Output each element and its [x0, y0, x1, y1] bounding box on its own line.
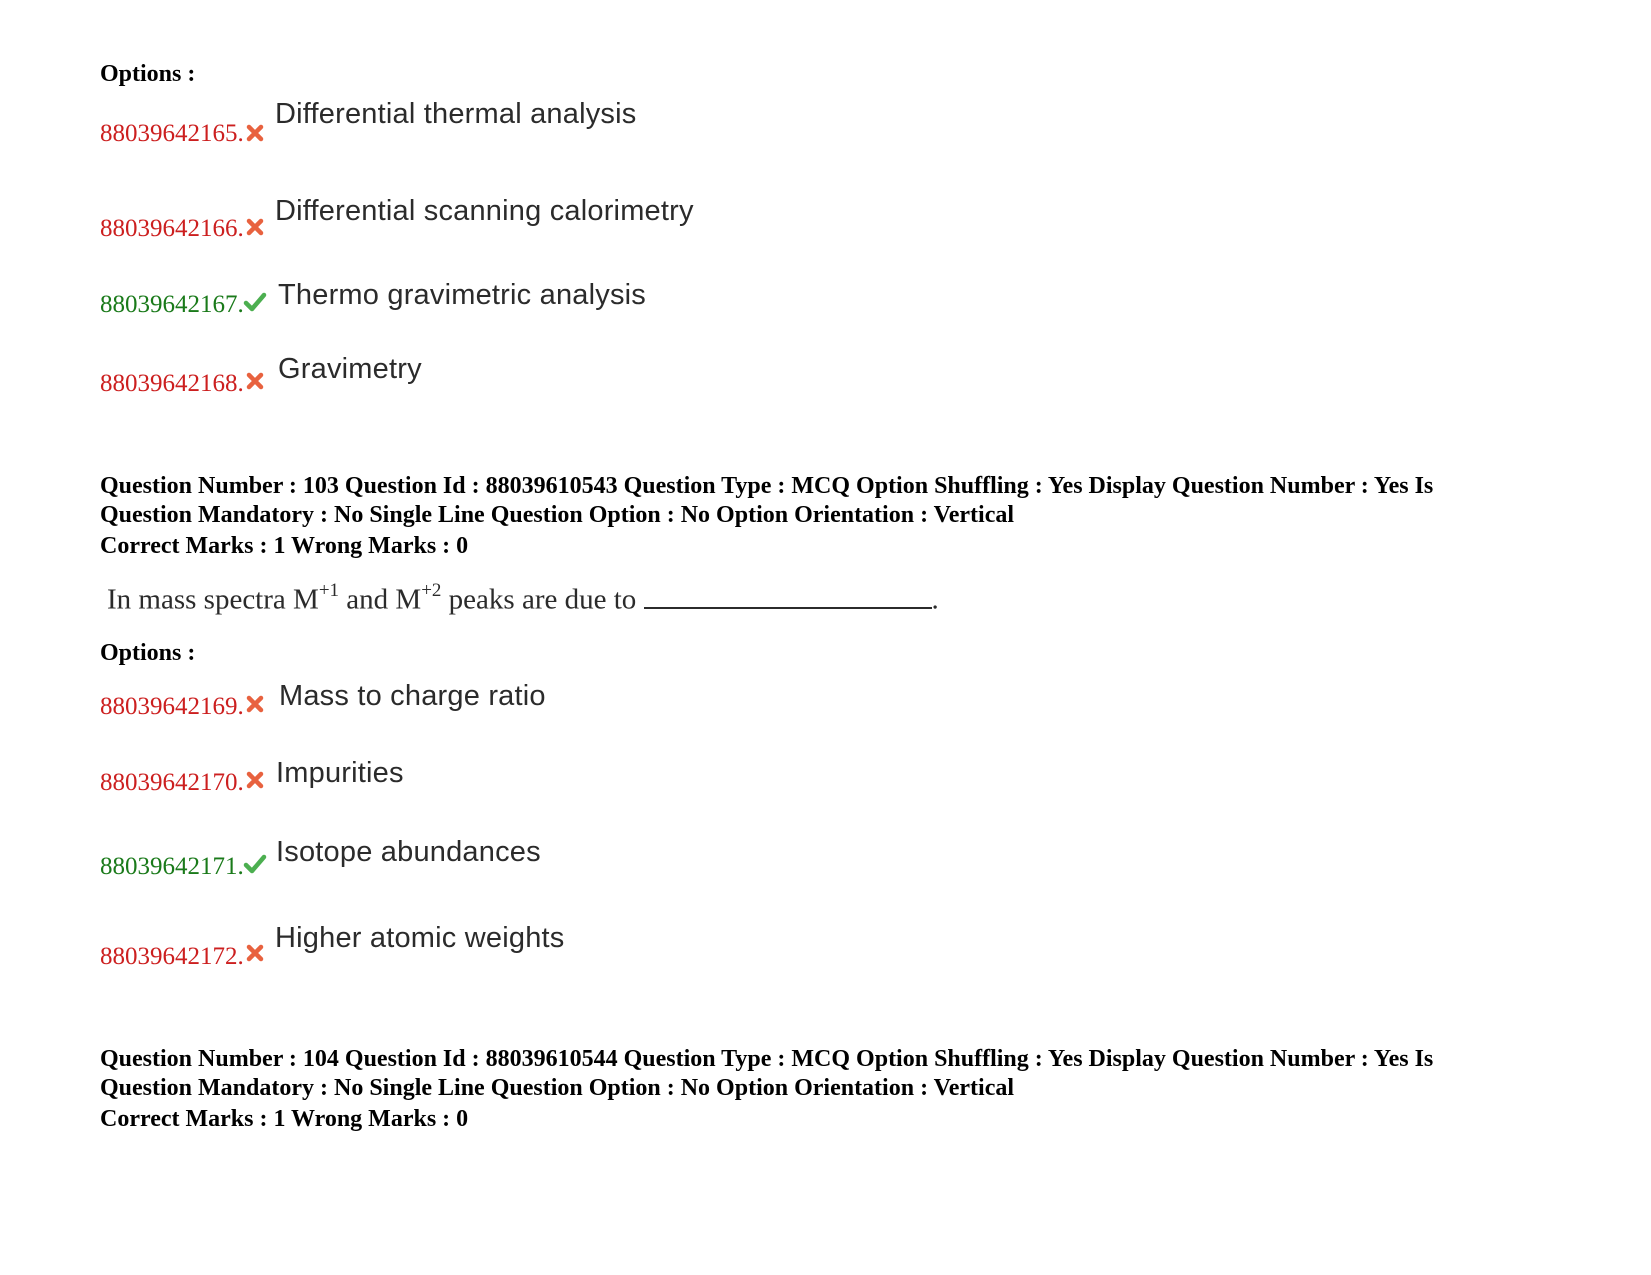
- question-meta-line2: Question Mandatory : No Single Line Question Option : No Option Orientation : Vertical: [100, 502, 1015, 528]
- option-row: [100, 836, 800, 896]
- option-id: 88039642165.: [100, 120, 244, 147]
- option-id: 88039642172.: [100, 943, 244, 970]
- question-text: [107, 582, 939, 617]
- option-id: 88039642168.: [100, 370, 244, 397]
- marks-line: Correct Marks : 1 Wrong Marks : 0: [100, 533, 469, 559]
- option-text: Thermo gravimetric analysis: [278, 279, 646, 311]
- cross-icon: [244, 216, 266, 238]
- option-id: 88039642171.: [100, 853, 244, 880]
- answer-blank: [644, 583, 932, 609]
- options-label: Options :: [100, 640, 196, 666]
- superscript: +2: [421, 580, 442, 601]
- option-text: Isotope abundances: [276, 836, 541, 868]
- option-text: Differential scanning calorimetry: [275, 195, 694, 227]
- options-label: Options :: [100, 61, 196, 87]
- option-row: [100, 195, 800, 255]
- question-meta: [100, 472, 1560, 530]
- question-meta-line1: Question Number : 104 Question Id : 88039610544 Question Type : MCQ Option Shuffling : Yes Display Question Number : Yes Is: [100, 1046, 1434, 1072]
- option-row: [100, 279, 800, 339]
- option-id: 88039642169.: [100, 693, 244, 720]
- question-meta-line2: Question Mandatory : No Single Line Question Option : No Option Orientation : Vertical: [100, 1075, 1015, 1101]
- question-meta-line1: Question Number : 103 Question Id : 88039610543 Question Type : MCQ Option Shuffling : Yes Display Question Number : Yes Is: [100, 473, 1434, 499]
- question-meta: [100, 1045, 1560, 1103]
- option-text: Gravimetry: [278, 353, 422, 385]
- option-text: Higher atomic weights: [275, 922, 565, 954]
- check-icon: [243, 853, 267, 875]
- option-id: 88039642166.: [100, 215, 244, 242]
- option-row: [100, 98, 800, 158]
- option-text: Differential thermal analysis: [275, 98, 637, 130]
- question-text-part: peaks are due to: [441, 583, 644, 616]
- cross-icon: [244, 370, 266, 392]
- cross-icon: [244, 122, 266, 144]
- option-row: [100, 922, 800, 982]
- option-id: 88039642167.: [100, 291, 244, 318]
- option-row: [100, 353, 800, 413]
- option-text: Impurities: [276, 757, 404, 789]
- question-text-part: In mass spectra M: [107, 583, 319, 616]
- option-row: [100, 680, 800, 740]
- marks-line: Correct Marks : 1 Wrong Marks : 0: [100, 1106, 469, 1132]
- question-text-part: and M: [339, 583, 422, 616]
- question-text-end: .: [931, 583, 939, 616]
- option-row: [100, 757, 800, 817]
- option-text: Mass to charge ratio: [279, 680, 546, 712]
- cross-icon: [244, 769, 266, 791]
- cross-icon: [244, 942, 266, 964]
- cross-icon: [244, 693, 266, 715]
- superscript: +1: [318, 580, 340, 601]
- check-icon: [243, 291, 267, 313]
- option-id: 88039642170.: [100, 769, 244, 796]
